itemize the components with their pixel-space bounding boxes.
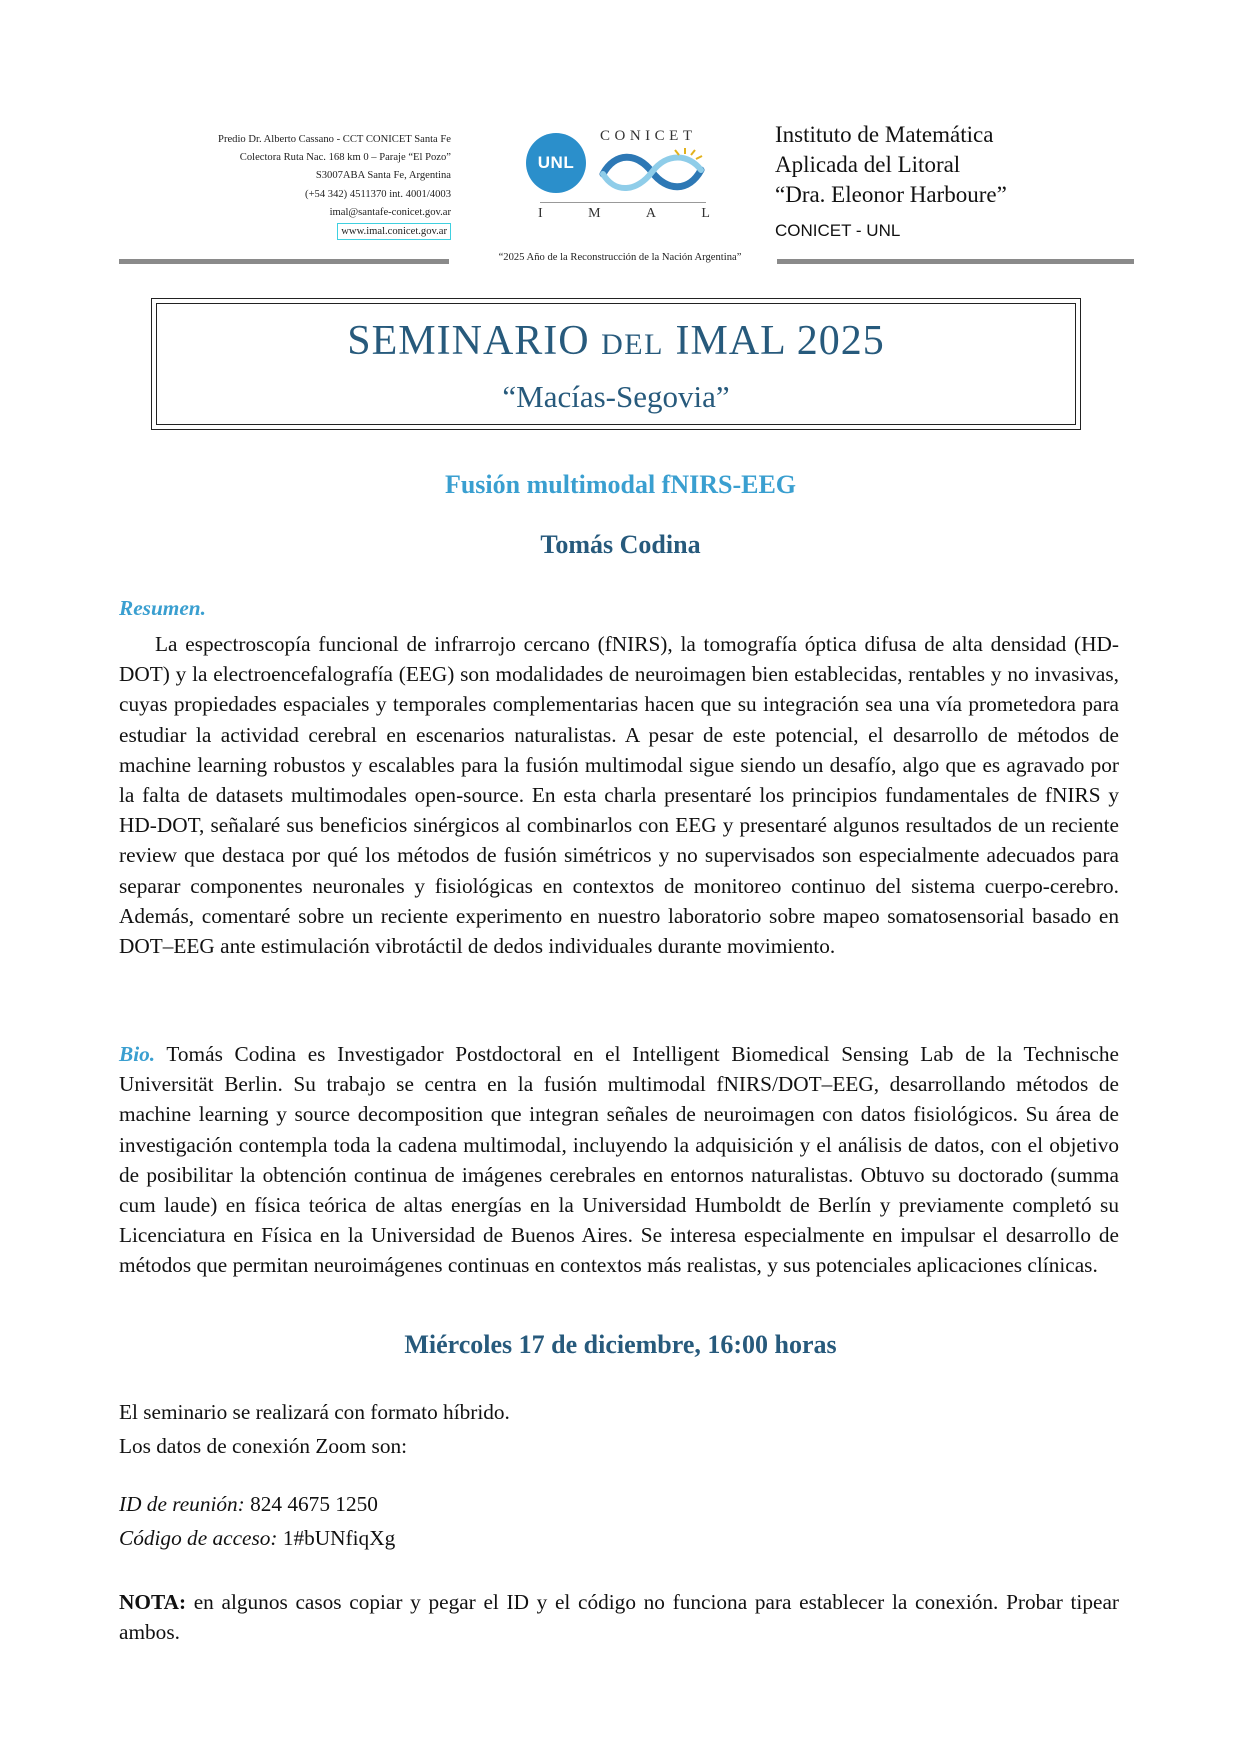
seminar-title-part: DEL [601,328,664,361]
imal-letter: I [538,206,543,221]
imal-logo-text [538,206,710,222]
imal-letter: L [701,206,710,221]
address-line: Colectora Ruta Nac. 168 km 0 – Paraje “El Pozo” [239,152,451,164]
address-line: (+54 342) 4511370 int. 4001/4003 [305,188,451,200]
event-date: Miércoles 17 de diciembre, 16:00 horas [404,1330,837,1359]
email-text: imal@santafe-conicet.gov.ar [329,206,451,218]
seminar-title [152,317,1080,365]
note-label: NOTA: [119,1590,187,1614]
imal-letter: M [588,206,601,221]
seminar-title-box [151,298,1081,430]
passcode-value[interactable]: 1#bUNfiqXg [282,1526,396,1550]
institute-line: Aplicada del Litoral [775,152,961,177]
seminar-subtitle: “Macías-Segovia” [502,379,730,414]
conicet-infinity-icon [597,146,707,198]
format-line: El seminario se realizará con formato híbrido. [119,1400,510,1424]
meeting-id-label: ID de reunión: [119,1492,245,1516]
note-text: en algunos casos copiar y pegar el ID y el código no funciona para establecer la conexión. Probar tipear ambos. [119,1590,1119,1645]
website-link[interactable]: www.imal.conicet.gov.ar [337,223,451,240]
abstract-text: La espectroscopía funcional de infrarrojo cercano (fNIRS), la tomografía óptica difusa de alta densidad (HD-DOT) y la electroencefalografía (EEG) son modalidades de neuroimagen bien establecidas, rentables y no invasivas, cuyas propiedades espaciales y temporales complementarias hacen que su integración sea una vía prometedora para estudiar la actividad cerebral en escenarios naturalistas. A pesar de este potencial, el desarrollo de métodos de machine learning robustos y escalables para la fusión multimodal sigue siendo un desafío, algo que es agravado por la falta de datasets multimodales open-source. En esta charla presentaré los principios fundamentales de fNIRS y HD-DOT, señalaré sus beneficios sinérgicos al combinarlos con EEG y presentaré algunos resultados de un reciente review que destaca por qué los métodos de fusión simétricos y no supervisados son especialmente adecuados para separar componentes neuronales y fisiológicas en contextos de monitoreo continuo del sistema cuerpo-cerebro. Además, comentaré sobre un reciente experimento en nuestro laboratorio sobre mapeo somatosensorial basado en DOT–EEG ante estimulación vibrotáctil de dedos individuales durante movimiento. [119,632,1119,959]
zoom-intro: Los datos de conexión Zoom son: [119,1434,408,1458]
header-rule-right [777,259,1134,264]
address-block [121,131,451,241]
meeting-id-value[interactable]: 824 4675 1250 [250,1492,378,1516]
imal-letter: A [645,206,657,221]
bio-paragraph [119,1039,1119,1281]
bio-text: Tomás Codina es Investigador Postdoctoral en el Intelligent Biomedical Sensing Lab de la Technische Universität Berlin. Su trabajo se centra en la fusión multimodal fNIRS/DOT–EEG, desarrollando métodos de machine learning y source decomposition que integran señales de neuroimagen con datos fisiológicos. Su área de investigación contempla toda la cadena multimodal, incluyendo la adquisición y el análisis de datos, con el objetivo de posibilitar la obtención continua de imágenes cerebrales en entornos naturalistas. Obtuvo su doctorado (summa cum laude) en física teórica de altas energías en la Universidad Humboldt de Berlín y previamente completó su Licenciatura en Física en la Universidad de Buenos Aires. Se interesa especialmente en impulsar el desarrollo de métodos que permitan neuroimágenes continuas en contextos más realistas, y sus potenciales aplicaciones clínicas. [119,1042,1119,1278]
institute-line: “Dra. Eleonor Harboure” [775,182,1007,207]
address-line: S3007ABA Santa Fe, Argentina [315,170,451,182]
meeting-id-line [119,1487,378,1521]
motto-text: “2025 Año de la Reconstrucción de la Nación Argentina” [498,252,742,263]
header-rule-left [119,259,449,264]
conicet-logo-text: CONICET [600,128,697,144]
bio-label: Bio. [119,1042,156,1066]
seminar-title-part: IMAL 2025 [663,318,885,364]
institute-name [775,120,1007,246]
passcode-label: Código de acceso: [119,1526,278,1550]
passcode-line [119,1521,395,1555]
unl-logo: UNL [526,133,586,193]
address-line: Predio Dr. Alberto Cassano - CCT CONICET Santa Fe [218,134,451,145]
note-paragraph [119,1587,1119,1647]
abstract-label: Resumen. [119,596,206,620]
institute-line: Instituto de Matemática [775,122,994,147]
logo-divider [540,202,706,203]
seminar-title-part: SEMINARIO [347,318,602,364]
speaker-name: Tomás Codina [540,530,701,559]
talk-title: Fusión multimodal fNIRS-EEG [444,470,797,499]
institute-affiliation: CONICET - UNL [775,221,901,240]
